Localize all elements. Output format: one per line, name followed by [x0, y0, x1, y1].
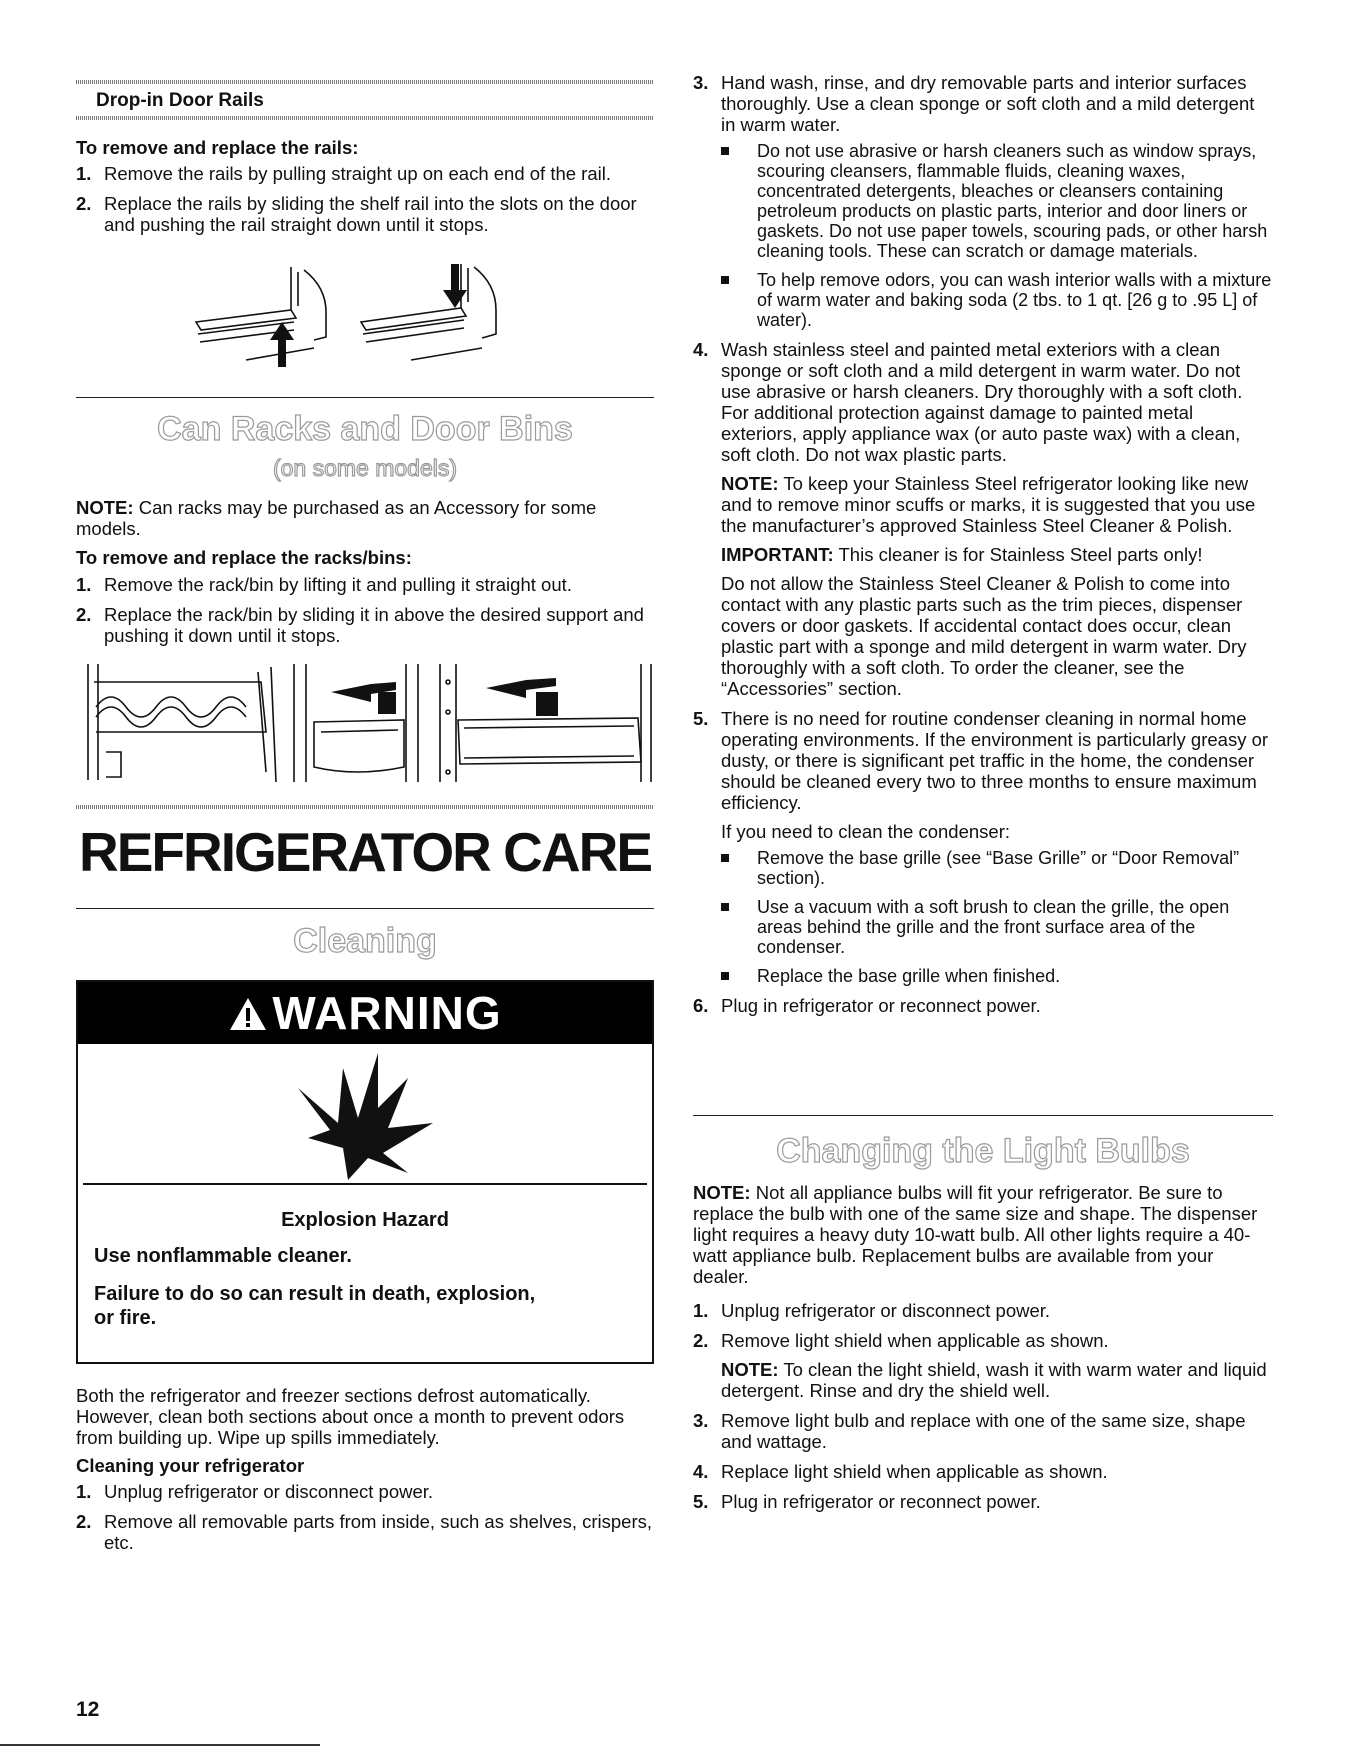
down-arrow-icon — [443, 264, 467, 308]
bullet-list — [721, 141, 1273, 330]
important-note: IMPORTANT: This cleaner is for Stainless Steel parts only! — [721, 544, 1203, 565]
hazard-title: Explosion Hazard — [281, 1209, 449, 1231]
hazard-line-1: Use nonflammable cleaner. — [94, 1245, 352, 1267]
footer-rule — [0, 1744, 320, 1746]
list-item: 2. Remove light shield when applicable as shown. NOTE: To clean the light shield, wash it with warm water and liquid detergent. Rinse and dry the shield well. — [693, 1330, 1273, 1401]
divider — [76, 116, 654, 120]
warning-pictogram-area — [83, 1048, 647, 1185]
explosion-icon — [268, 1048, 468, 1183]
list-item: 2. Replace the rails by sliding the shelf rail into the slots on the door and pushing the rail straight down until it stops. — [76, 193, 637, 235]
cleaning-steps — [76, 1481, 654, 1562]
divider — [76, 397, 654, 398]
warning-box — [76, 980, 654, 1364]
section-title-light-bulbs: Changing the Light Bulbs — [776, 1132, 1190, 1170]
divider — [76, 805, 654, 809]
section-title-door-rails: Drop-in Door Rails — [96, 90, 264, 111]
up-arrow-icon — [270, 322, 294, 367]
section-title-can-racks: Can Racks and Door Bins — [157, 410, 573, 448]
warning-title: WARNING — [272, 987, 502, 1039]
subheading-remove-racks: To remove and replace the racks/bins: — [76, 547, 412, 568]
list-item: 5. Plug in refrigerator or reconnect power. — [693, 1491, 1041, 1512]
divider — [76, 908, 654, 909]
section-title-cleaning: Cleaning — [293, 922, 437, 960]
subheading-cleaning: Cleaning your refrigerator — [76, 1455, 305, 1476]
list-item: 3. Hand wash, rinse, and dry removable parts and interior surfaces thoroughly. Use a clean sponge or soft cloth and a mild detergent in warm water. Do not use abrasive or harsh cleaners such as window sprays, scouring cleansers, flammable fluids, cleaning waxes, concentrated detergents, bleaches or cleansers containing petroleum products on plastic parts, interior and door liners or gaskets. Do not use paper towels, scouring pads, or other harsh cleaning tools. These can scratch or damage materials. To help remove odors, you can wash interior walls with a mixture of warm water and baking soda (2 tbs. to 1 qt. [26 g to .95 L] of water). — [693, 72, 1272, 330]
list-item: 4. Replace light shield when applicable as shown. — [693, 1461, 1108, 1482]
bulbs-steps — [693, 1300, 1273, 1521]
list-item: Replace the base grille when finished. — [721, 966, 1273, 986]
list-item: 1. Remove the rails by pulling straight up on each end of the rail. — [76, 163, 611, 184]
racks-bins-illustration — [86, 662, 656, 784]
defrost-paragraph: Both the refrigerator and freezer sections defrost automatically. However, clean both sections about once a month to prevent odors from building up. Wipe up spills immediately. — [76, 1385, 625, 1448]
racks-steps — [76, 574, 654, 655]
warning-header — [78, 982, 652, 1044]
page-heading: REFRIGERATOR CARE — [78, 821, 652, 883]
subheading-remove-rails: To remove and replace the rails: — [76, 137, 359, 158]
list-item: To help remove odors, you can wash interior walls with a mixture of warm water and baking soda (2 tbs. to 1 qt. [26 g to .95 L] of water). — [721, 270, 1273, 330]
list-item: 4. Wash stainless steel and painted metal exteriors with a clean sponge or soft cloth and a mild detergent in warm water. Do not use abrasive or harsh cleaners. Dry thoroughly with a soft cloth. For additional protection against damage to painted metal exteriors, apply appliance wax (or auto paste wax) with a clean, soft cloth. Do not wax plastic parts. NOTE: To keep your Stainless Steel refrigerator looking like new and to remove minor scuffs or marks, it is suggested that you use the manufacturer’s approved Stainless Steel Cleaner & Polish. IMPORTANT: This cleaner is for Stainless Steel parts only! Do not allow the Stainless Steel Cleaner & Polish to come into contact with any plastic parts such as the trim pieces, dispenser covers or door gaskets. If accidental contact does occur, clean plastic part with a sponge and mild detergent in warm water. Dry thoroughly with a soft cloth. To order the cleaner, see the “Accessories” section. — [693, 339, 1273, 699]
rails-steps — [76, 163, 654, 244]
list-item: 5. There is no need for routine condenser cleaning in normal home operating environments. If the environment is particularly greasy or dusty, or there is significant pet traffic in the home, the condenser should be cleaned every two to three months to ensure maximum efficiency. If you need to clean the condenser: Remove the base grille (see “Base Grille” or “Door Removal” section). Use a vacuum with a soft brush to clean the grille, the open areas behind the grille and the front surface area of the condenser. Replace the base grille when finished. — [693, 708, 1273, 986]
divider — [76, 80, 654, 84]
list-item: Use a vacuum with a soft brush to clean the grille, the open areas behind the grille and the front surface area of the condenser. — [721, 897, 1273, 957]
divider — [693, 1115, 1273, 1116]
note-bulbs: NOTE: Not all appliance bulbs will fit your refrigerator. Be sure to replace the bulb with one of the same size and shape. The dispenser light requires a heavy duty 10-watt bulb. All other lights require a 40-watt appliance bulb. Replacement bulbs are available from your dealer. — [693, 1182, 1258, 1287]
list-item: Do not use abrasive or harsh cleaners such as window sprays, scouring cleansers, flammable fluids, cleaning waxes, concentrated detergents, bleaches or cleansers containing petroleum products on plastic parts, interior and door liners or gaskets. Do not use paper towels, scouring pads, or other harsh cleaning tools. These can scratch or damage materials. — [721, 141, 1273, 261]
list-item: 3. Remove light bulb and replace with one of the same size, shape and wattage. — [693, 1410, 1246, 1452]
list-item: 1. Unplug refrigerator or disconnect power. — [76, 1481, 434, 1502]
note-light-shield: NOTE: To clean the light shield, wash it with warm water and liquid detergent. Rinse and dry the shield well. — [721, 1359, 1267, 1401]
list-item: 6. Plug in refrigerator or reconnect power. — [693, 995, 1041, 1016]
list-item: Remove the base grille (see “Base Grille” or “Door Removal” section). — [721, 848, 1273, 888]
list-item: 1. Remove the rack/bin by lifting it and pulling it straight out. — [76, 574, 572, 595]
list-item: 2. Replace the rack/bin by sliding it in above the desired support and pushing it down until it stops. — [76, 604, 644, 646]
list-item: 1. Unplug refrigerator or disconnect power. — [693, 1300, 1051, 1321]
cleaning-steps-continued — [693, 72, 1273, 1025]
bullet-list — [721, 848, 1273, 986]
contact-paragraph: Do not allow the Stainless Steel Cleaner & Polish to come into contact with any plastic parts such as the trim pieces, dispenser covers or door gaskets. If accidental contact does occur, clean plastic part with a sponge and mild detergent in warm water. Dry thoroughly with a soft cloth. To order the cleaner, see the “Accessories” section. — [721, 573, 1247, 699]
list-item: 2. Remove all removable parts from inside, such as shelves, crispers, etc. — [76, 1511, 653, 1553]
condenser-intro: If you need to clean the condenser: — [721, 821, 1011, 842]
warning-triangle-icon — [228, 996, 268, 1032]
note-can-racks: NOTE: Can racks may be purchased as an Accessory for some models. — [76, 497, 597, 539]
door-rails-illustration — [186, 262, 516, 367]
section-subtitle-models: (on some models) — [272, 455, 458, 481]
page-number: 12 — [76, 1698, 100, 1721]
hazard-line-2: Failure to do so can result in death, explosion, or fire. — [94, 1283, 536, 1329]
note-stainless: NOTE: To keep your Stainless Steel refrigerator looking like new and to remove minor scuffs or marks, it is suggested that you use the manufacturer’s approved Stainless Steel Cleaner & Polish. — [721, 473, 1256, 536]
